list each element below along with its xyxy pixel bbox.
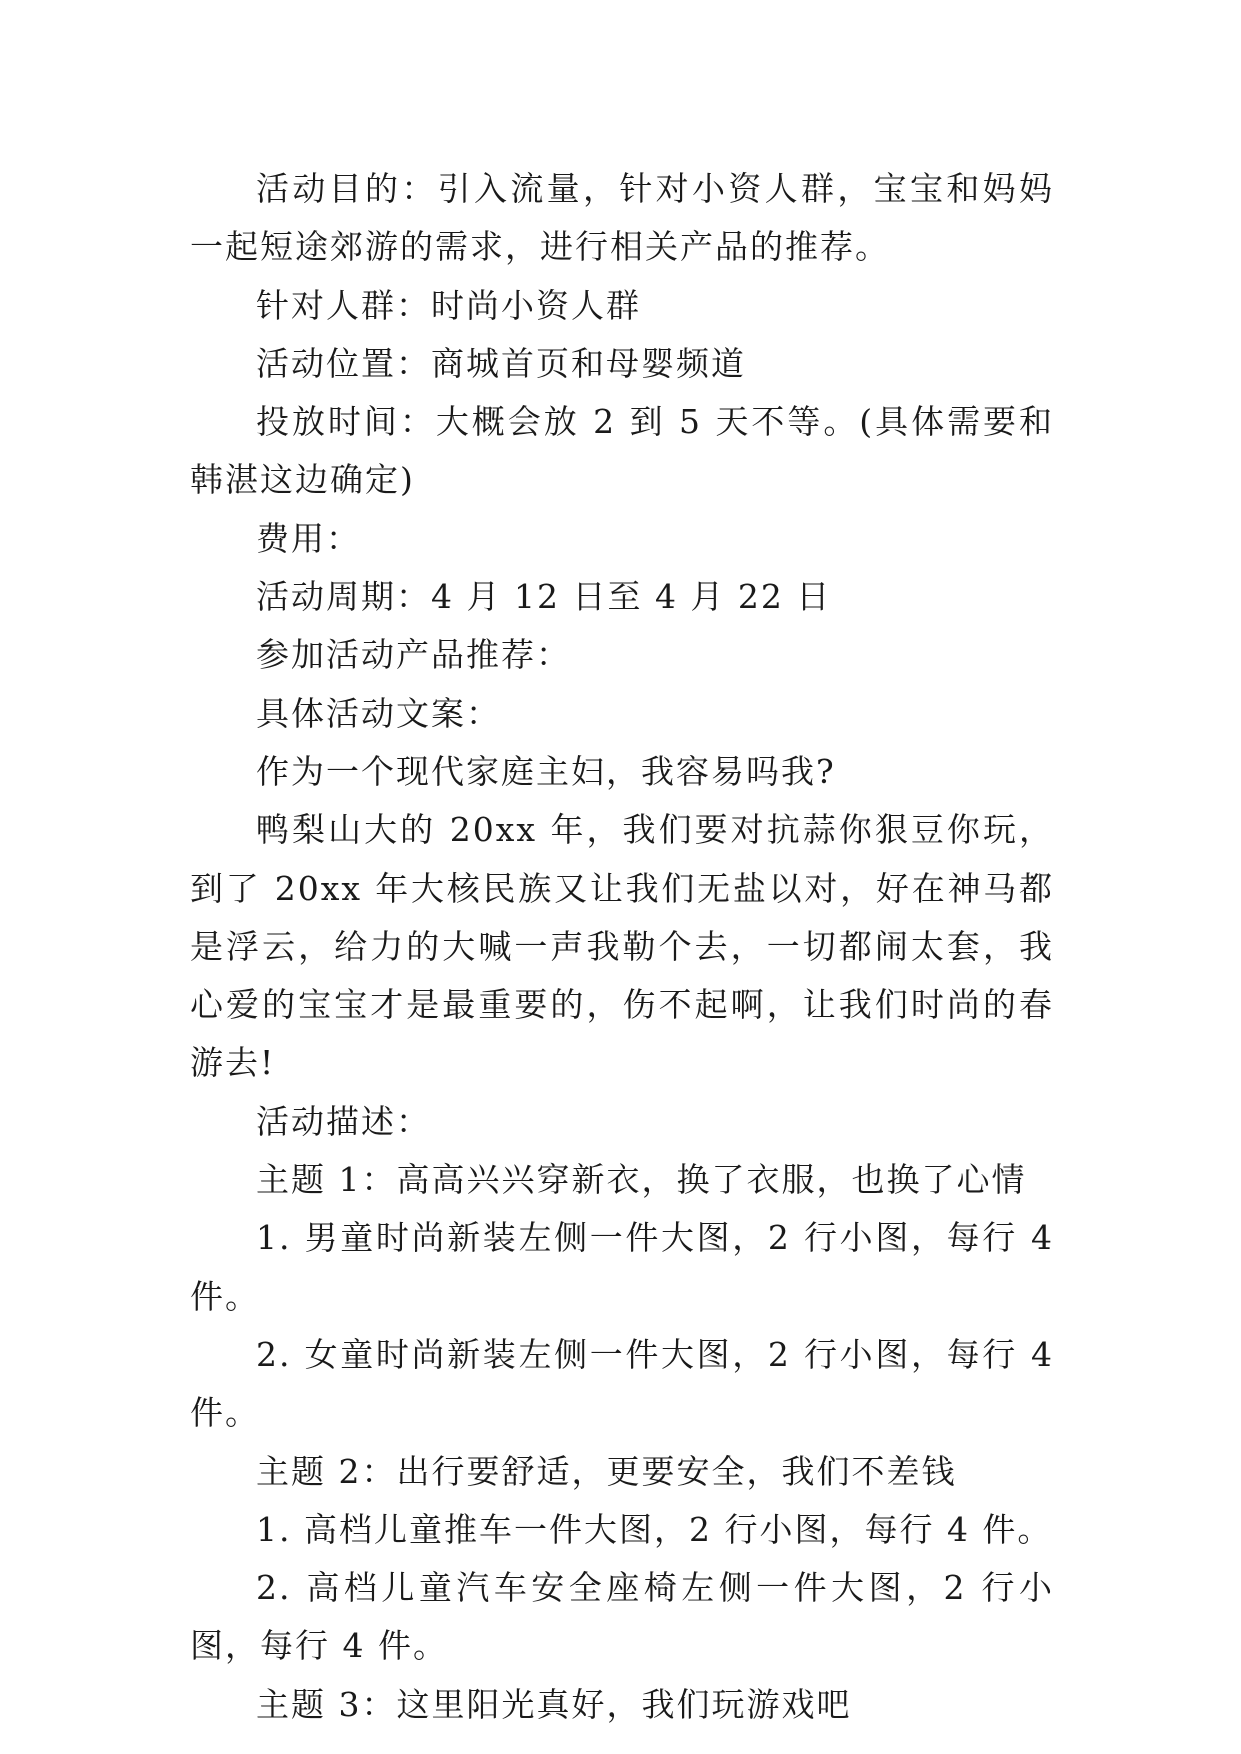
paragraph-theme-3: 主题 3：这里阳光真好，我们玩游戏吧 <box>256 1684 852 1724</box>
paragraph-theme-1-item-2: 2. 女童时尚新装左侧一件大图，2 行小图，每行 4 件。 <box>190 1334 1054 1433</box>
paragraph-schedule: 投放时间：大概会放 2 到 5 天不等。(具体需要和韩湛这边确定) <box>190 402 1054 500</box>
paragraph-theme-2: 主题 2：出行要舒适，更要安全，我们不差钱 <box>256 1451 957 1491</box>
paragraph-theme-2-item-2: 2. 高档儿童汽车安全座椅左侧一件大图，2 行小图，每行 4 件。 <box>190 1568 1054 1666</box>
paragraph-copy-body: 鸭梨山大的 20xx 年，我们要对抗蒜你狠豆你玩，到了 20xx 年大核民族又让我们无盐以对，好在神马都是浮云，给力的大喊一声我勒个去，一切都闹太套，我心爱的宝宝才是最重要的，伤不起啊，让我们时尚的春游去! <box>190 810 1054 1083</box>
document-body <box>190 160 1054 1734</box>
paragraph-products: 参加活动产品推荐： <box>256 635 571 675</box>
paragraph-period: 活动周期：4 月 12 日至 4 月 22 日 <box>256 577 832 617</box>
paragraph-placement: 活动位置：商城首页和母婴频道 <box>256 343 746 383</box>
paragraph-theme-1: 主题 1：高高兴兴穿新衣，换了衣服，也换了心情 <box>256 1160 1027 1200</box>
paragraph-theme-1-item-1: 1. 男童时尚新装左侧一件大图，2 行小图，每行 4 件。 <box>190 1218 1054 1316</box>
paragraph-purpose: 活动目的：引入流量，针对小资人群，宝宝和妈妈一起短途郊游的需求，进行相关产品的推荐。 <box>190 169 1054 267</box>
paragraph-copy-heading: 具体活动文案： <box>256 693 501 733</box>
paragraph-description-heading: 活动描述： <box>256 1101 431 1141</box>
paragraph-target-audience: 针对人群：时尚小资人群 <box>256 285 641 325</box>
paragraph-theme-2-item-1: 1. 高档儿童推车一件大图，2 行小图，每行 4 件。 <box>256 1509 1053 1549</box>
paragraph-copy-question: 作为一个现代家庭主妇，我容易吗我? <box>256 751 836 791</box>
paragraph-cost: 费用： <box>256 518 361 558</box>
